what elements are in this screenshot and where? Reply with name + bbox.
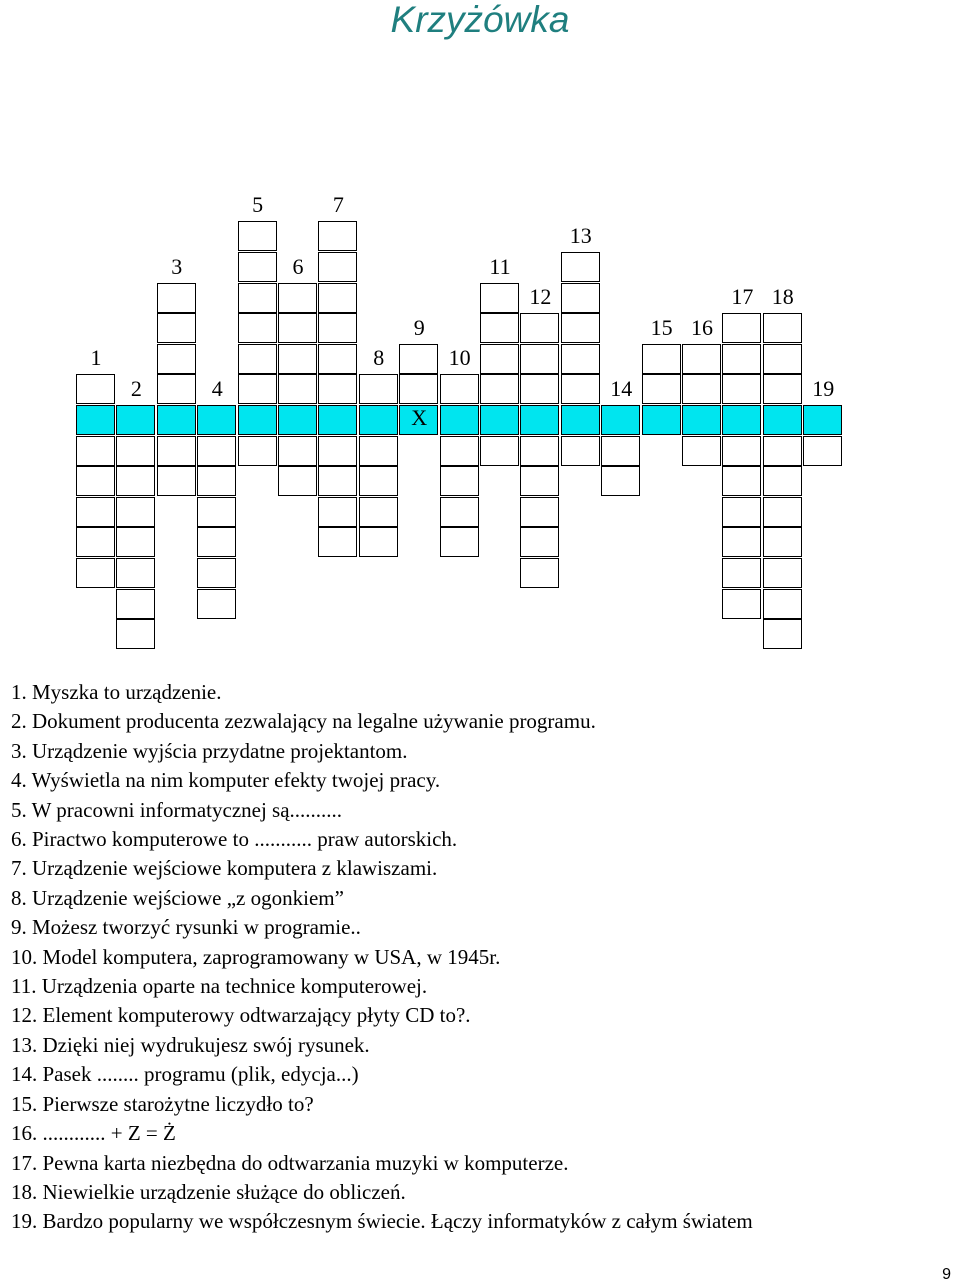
crossword-key-cell[interactable]	[197, 405, 236, 435]
clue-item: 2. Dokument producenta zezwalający na legalne używanie programu.	[11, 709, 596, 734]
crossword-cell[interactable]	[682, 436, 721, 466]
crossword-cell[interactable]	[520, 436, 559, 466]
crossword-cell[interactable]	[197, 466, 236, 496]
crossword-cell[interactable]	[440, 497, 479, 527]
crossword-cell[interactable]	[157, 313, 196, 343]
crossword-cell[interactable]	[278, 436, 317, 466]
clue-item: 11. Urządzenia oparte na technice komputerowej.	[11, 974, 428, 999]
column-number: 10	[448, 345, 471, 371]
clue-item: 5. W pracowni informatycznej są..........	[11, 797, 343, 822]
crossword-cell[interactable]	[116, 558, 155, 588]
crossword-key-cell[interactable]	[682, 405, 721, 435]
column-number: 2	[130, 376, 142, 401]
crossword-cell[interactable]	[76, 527, 115, 557]
crossword-cell[interactable]	[318, 313, 357, 343]
clue-item: 4. Wyświetla na nim komputer efekty twojej pracy.	[11, 768, 441, 793]
column-number: 6	[292, 253, 304, 279]
crossword-cell[interactable]	[763, 466, 802, 496]
crossword-cell[interactable]	[197, 497, 236, 527]
crossword-cell[interactable]	[318, 497, 357, 527]
column-number: 4	[211, 376, 223, 401]
crossword-key-cell[interactable]	[440, 405, 479, 435]
crossword-cell[interactable]	[480, 283, 519, 313]
crossword-cell[interactable]	[197, 589, 236, 619]
column-number: 12	[529, 284, 552, 310]
column-number: 9	[413, 314, 425, 340]
crossword-cell[interactable]	[440, 436, 479, 466]
crossword-cell[interactable]	[480, 374, 519, 404]
crossword-cell[interactable]	[763, 436, 802, 466]
clue-item: 1. Myszka to urządzenie.	[11, 680, 222, 704]
crossword-cell[interactable]	[561, 436, 600, 466]
column-number: 5	[252, 192, 264, 218]
crossword-cell[interactable]	[359, 527, 398, 557]
crossword-cell[interactable]	[763, 619, 802, 649]
clue-item: 9. Możesz tworzyć rysunki w programie..	[11, 915, 361, 940]
crossword-cell[interactable]	[601, 436, 640, 466]
crossword-key-cell[interactable]	[278, 405, 317, 435]
crossword-key-cell[interactable]	[238, 405, 277, 435]
column-number: 18	[771, 284, 794, 310]
crossword-cell[interactable]	[803, 436, 842, 466]
crossword-cell[interactable]	[359, 497, 398, 527]
clue-list	[11, 678, 753, 1237]
crossword-key-cell[interactable]	[642, 405, 681, 435]
crossword-cell[interactable]	[722, 589, 761, 619]
crossword-cell[interactable]	[157, 283, 196, 313]
clue-item: 15. Pierwsze starożytne liczydło to?	[11, 1091, 314, 1116]
crossword-key-cell[interactable]	[318, 405, 357, 435]
crossword-cell[interactable]	[238, 283, 277, 313]
crossword-key-cell[interactable]	[763, 405, 802, 435]
crossword-cell[interactable]	[763, 313, 802, 343]
clue-item: 19. Bardzo popularny we współczesnym świecie. Łączy informatyków z całym światem	[11, 1209, 753, 1234]
crossword-cell[interactable]	[238, 221, 277, 251]
crossword-cell[interactable]	[763, 558, 802, 588]
crossword-cell[interactable]	[520, 313, 559, 343]
crossword-cell[interactable]	[722, 436, 761, 466]
crossword-cell[interactable]	[318, 466, 357, 496]
clue-item: 8. Urządzenie wejściowe „z ogonkiem”	[11, 885, 344, 910]
clue-item: 13. Dzięki niej wydrukujesz swój rysunek.	[11, 1032, 370, 1057]
crossword-cell[interactable]	[722, 374, 761, 404]
clue-item: 12. Element komputerowy odtwarzający płyty CD to?.	[11, 1003, 471, 1028]
crossword-cell[interactable]	[561, 344, 600, 374]
crossword-key-cell[interactable]	[561, 405, 600, 435]
crossword-cell[interactable]	[116, 619, 155, 649]
crossword-cell[interactable]	[682, 344, 721, 374]
crossword-cell[interactable]	[561, 313, 600, 343]
crossword-cell[interactable]	[157, 466, 196, 496]
crossword-cell[interactable]	[278, 283, 317, 313]
crossword-cell[interactable]	[763, 497, 802, 527]
crossword-cell[interactable]	[399, 344, 438, 374]
crossword-cell[interactable]	[642, 374, 681, 404]
clue-item: 6. Piractwo komputerowe to ........... praw autorskich.	[11, 827, 458, 852]
crossword-cell[interactable]	[763, 374, 802, 404]
clue-item: 3. Urządzenie wyjścia przydatne projektantom.	[11, 738, 408, 763]
crossword-key-cell[interactable]	[76, 405, 115, 435]
crossword-cell[interactable]	[318, 374, 357, 404]
crossword-cell[interactable]	[238, 344, 277, 374]
page-title: Krzyżówka	[390, 0, 570, 40]
crossword-cell[interactable]	[157, 436, 196, 466]
crossword-cell[interactable]	[197, 558, 236, 588]
crossword-cell[interactable]	[561, 374, 600, 404]
key-letter-marker: X	[411, 405, 428, 430]
crossword-cell[interactable]	[76, 374, 115, 404]
crossword-cell[interactable]	[722, 558, 761, 588]
clue-item: 14. Pasek ........ programu (plik, edycja...)	[11, 1062, 359, 1087]
crossword-cell[interactable]	[520, 558, 559, 588]
crossword-cell[interactable]	[520, 527, 559, 557]
crossword-cell[interactable]	[76, 558, 115, 588]
crossword-key-cell[interactable]	[116, 405, 155, 435]
crossword-cell[interactable]	[359, 466, 398, 496]
crossword-cell[interactable]	[561, 252, 600, 282]
crossword-cell[interactable]	[480, 344, 519, 374]
column-number: 14	[610, 376, 633, 401]
crossword-cell[interactable]	[116, 466, 155, 496]
crossword-cell[interactable]	[116, 436, 155, 466]
crossword-cell[interactable]	[238, 252, 277, 282]
crossword-cell[interactable]	[318, 527, 357, 557]
column-number: 11	[489, 253, 511, 279]
crossword-cell[interactable]	[278, 344, 317, 374]
crossword-cell[interactable]	[722, 497, 761, 527]
crossword-cell[interactable]	[722, 313, 761, 343]
crossword-cell[interactable]	[480, 436, 519, 466]
crossword-cell[interactable]	[682, 374, 721, 404]
crossword-cell[interactable]	[520, 466, 559, 496]
column-number: 17	[731, 284, 754, 310]
crossword-key-cell[interactable]	[520, 405, 559, 435]
crossword-key-cell[interactable]	[803, 405, 842, 435]
crossword-cell[interactable]	[601, 466, 640, 496]
column-number: 19	[812, 376, 835, 401]
crossword-cell[interactable]	[116, 589, 155, 619]
crossword-cell[interactable]	[763, 344, 802, 374]
crossword-cell[interactable]	[642, 344, 681, 374]
crossword-cell[interactable]	[197, 527, 236, 557]
crossword-cell[interactable]	[520, 497, 559, 527]
crossword-cell[interactable]	[318, 221, 357, 251]
crossword-cell[interactable]	[399, 374, 438, 404]
clue-item: 17. Pewna karta niezbędna do odtwarzania muzyki w komputerze.	[11, 1150, 569, 1175]
crossword-cell[interactable]	[318, 436, 357, 466]
column-number: 8	[373, 345, 385, 371]
crossword-cell[interactable]	[197, 436, 236, 466]
crossword-cell[interactable]	[278, 313, 317, 343]
clue-item: 7. Urządzenie wejściowe komputera z klawiszami.	[11, 856, 438, 881]
crossword-cell[interactable]	[157, 344, 196, 374]
crossword-cell[interactable]	[238, 436, 277, 466]
crossword-cell[interactable]	[561, 283, 600, 313]
crossword-cell[interactable]	[722, 527, 761, 557]
crossword-cell[interactable]	[520, 344, 559, 374]
crossword-cell[interactable]	[722, 466, 761, 496]
crossword-key-cell[interactable]	[480, 405, 519, 435]
crossword-cell[interactable]	[278, 466, 317, 496]
crossword-cell[interactable]	[440, 374, 479, 404]
clue-item: 10. Model komputera, zaprogramowany w USA, w 1945r.	[11, 944, 501, 969]
clue-item: 16. ............ + Z = Ż	[11, 1121, 176, 1146]
column-number: 15	[650, 314, 673, 340]
crossword-cell[interactable]	[238, 374, 277, 404]
crossword-cell[interactable]	[763, 527, 802, 557]
crossword-cell[interactable]	[76, 466, 115, 496]
crossword-cell[interactable]	[318, 252, 357, 282]
crossword-key-cell[interactable]	[722, 405, 761, 435]
crossword-key-cell[interactable]	[359, 405, 398, 435]
crossword-cell[interactable]	[116, 497, 155, 527]
crossword-cell[interactable]	[318, 283, 357, 313]
crossword-key-cell[interactable]	[601, 405, 640, 435]
crossword-cell[interactable]	[76, 497, 115, 527]
clue-item: 18. Niewielkie urządzenie służące do obliczeń.	[11, 1179, 406, 1204]
column-number: 16	[691, 314, 713, 340]
crossword-cell[interactable]	[76, 436, 115, 466]
column-number: 13	[569, 223, 592, 248]
crossword-cell[interactable]	[440, 527, 479, 557]
crossword-cell[interactable]	[116, 527, 155, 557]
crossword-cell[interactable]	[157, 374, 196, 404]
crossword-cell[interactable]	[359, 374, 398, 404]
crossword-cell[interactable]	[318, 344, 357, 374]
crossword-cell[interactable]	[440, 466, 479, 496]
column-number: 1	[90, 345, 102, 371]
crossword-cell[interactable]	[520, 374, 559, 404]
column-number: 3	[171, 253, 183, 279]
page-number: 9	[942, 1266, 951, 1283]
crossword-cell[interactable]	[278, 374, 317, 404]
crossword-cell[interactable]	[238, 313, 277, 343]
crossword-cell[interactable]	[722, 344, 761, 374]
column-number: 7	[332, 192, 344, 218]
crossword-cell[interactable]	[480, 313, 519, 343]
crossword-cell[interactable]	[359, 436, 398, 466]
crossword-cell[interactable]	[763, 589, 802, 619]
crossword-key-cell[interactable]	[157, 405, 196, 435]
